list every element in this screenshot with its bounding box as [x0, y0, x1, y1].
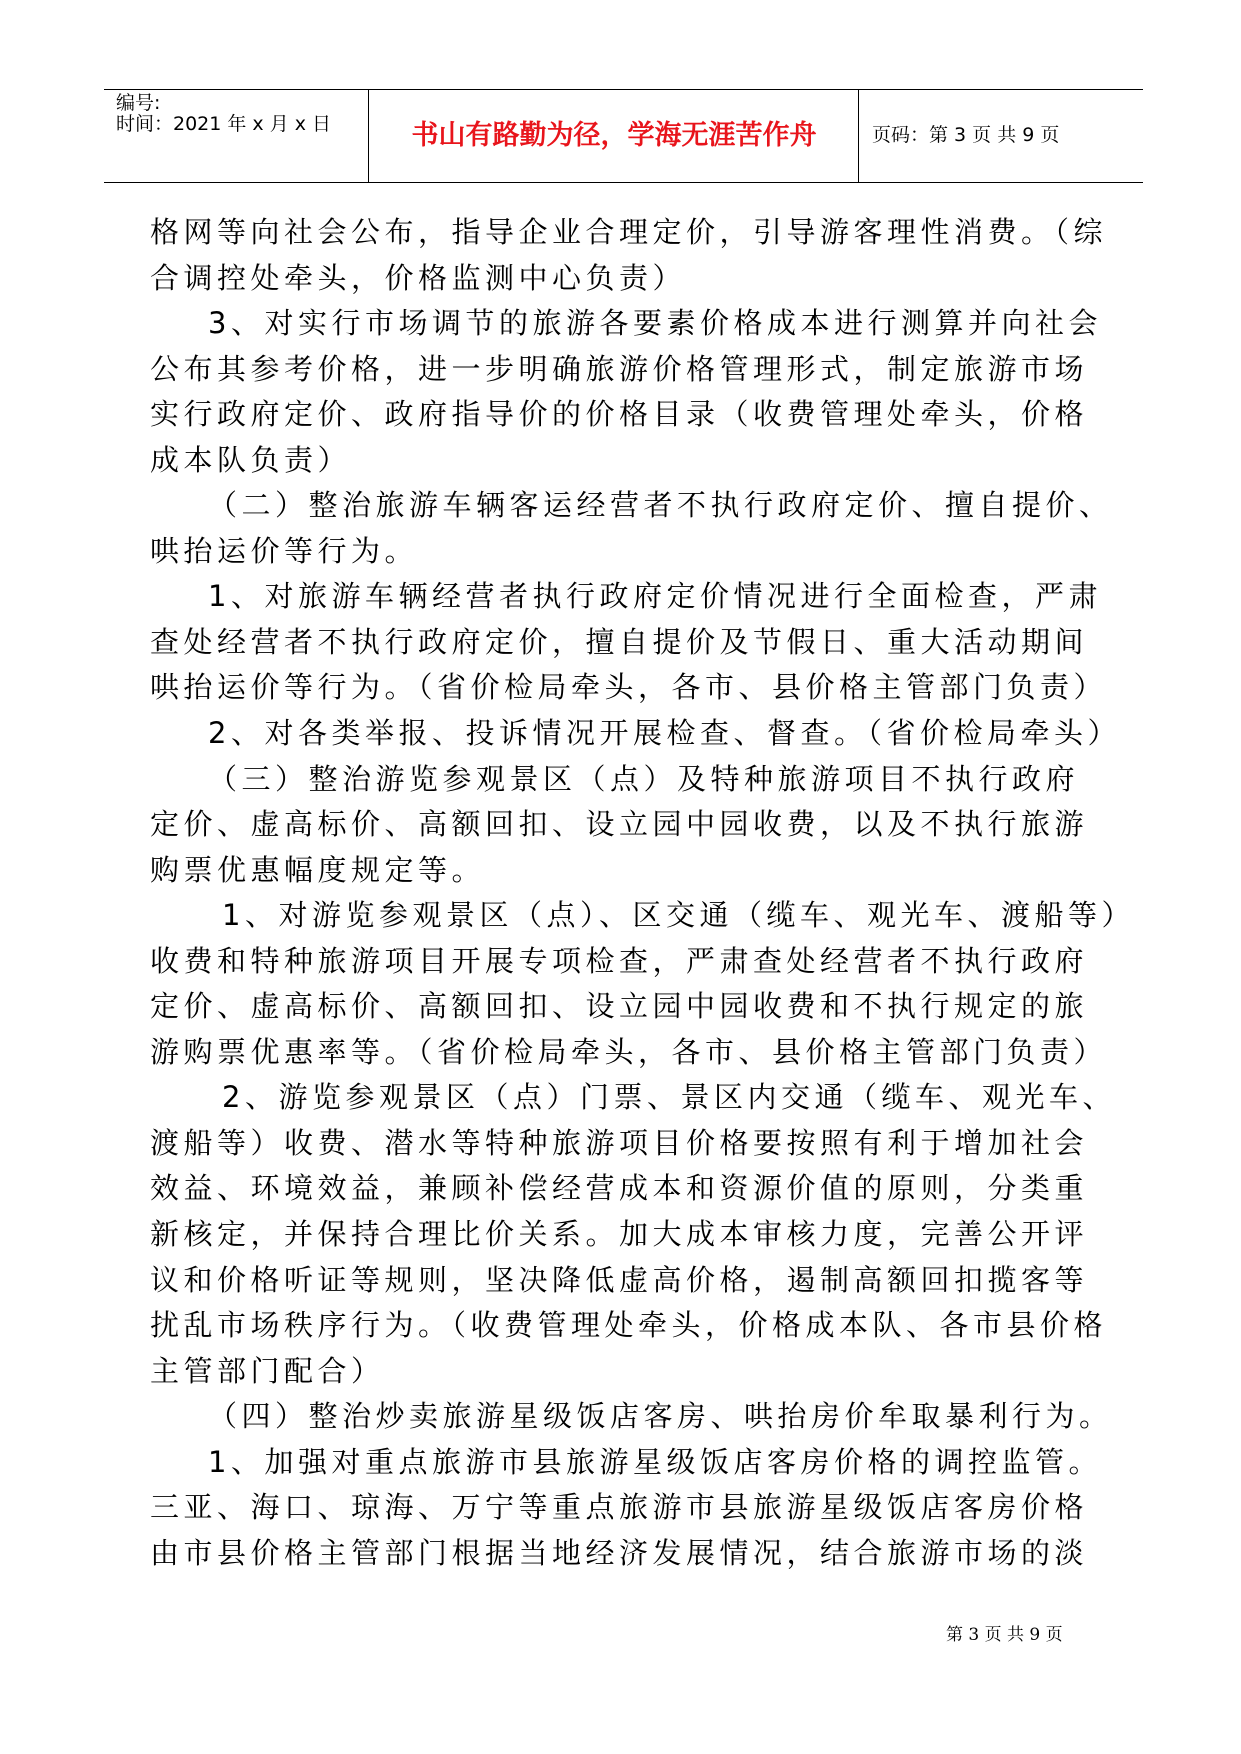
text-line: 1、加强对重点旅游市县旅游星级饭店客房价格的调控监管。	[208, 1444, 1102, 1479]
text-line: 实行政府定价、政府指导价的价格目录（收费管理处牵头，价格	[150, 397, 1089, 432]
document-header	[104, 89, 1143, 183]
text-line: 查处经营者不执行政府定价，擅自提价及节假日、重大活动期间	[150, 624, 1089, 659]
text-line: 扰乱市场秩序行为。（收费管理处牵头，价格成本队、各市县价格	[150, 1308, 1108, 1343]
text-line: 渡船等）收费、潜水等特种旅游项目价格要按照有利于增加社会	[150, 1125, 1089, 1160]
text-line: 主管部门配合）	[150, 1353, 385, 1388]
text-line: 定价、虚高标价、高额回扣、设立园中园收费和不执行规定的旅	[150, 989, 1089, 1024]
text-line: 三亚、海口、琼海、万宁等重点旅游市县旅游星级饭店客房价格	[150, 1490, 1089, 1525]
text-line: 2、对各类举报、投诉情况开展检查、督查。（省价检局牵头）	[208, 716, 1121, 751]
text-line: 哄抬运价等行为。	[150, 533, 419, 568]
text-line: 格网等向社会公布，指导企业合理定价，引导游客理性消费。（综	[150, 215, 1108, 249]
text-line: 哄抬运价等行为。（省价检局牵头，各市、县价格主管部门负责）	[150, 670, 1108, 705]
page-footer: 第 3 页 共 9 页	[946, 1625, 1063, 1645]
text-line: 合调控处牵头，价格监测中心负责）	[150, 260, 687, 295]
text-line: 2、游览参观景区（点）门票、景区内交通（缆车、观光车、	[222, 1080, 1116, 1115]
text-line: 收费和特种旅游项目开展专项检查，严肃查处经营者不执行政府	[150, 943, 1089, 978]
section-heading: （二）整治旅游车辆客运经营者不执行政府定价、擅自提价、	[208, 488, 1113, 523]
section-heading: （三）整治游览参观景区（点）及特种旅游项目不执行政府	[208, 761, 1080, 796]
text-line: 成本队负责）	[150, 442, 352, 477]
text-line: 游购票优惠率等。（省价检局牵头，各市、县价格主管部门负责）	[150, 1034, 1108, 1069]
document-time-label: 时间：2021 年 x 月 x 日	[116, 113, 332, 135]
text-line: 1、对游览参观景区（点）、区交通（缆车、观光车、渡船等）	[222, 898, 1135, 933]
section-heading: （四）整治炒卖旅游星级饭店客房、哄抬房价牟取暴利行为。	[208, 1399, 1113, 1434]
text-line: 公布其参考价格，进一步明确旅游价格管理形式，制定旅游市场	[150, 351, 1089, 386]
text-line: 新核定，并保持合理比价关系。加大成本审核力度，完善公开评	[150, 1217, 1089, 1252]
header-page-cell	[860, 90, 1143, 182]
text-line: 定价、虚高标价、高额回扣、设立园中园收费，以及不执行旅游	[150, 807, 1089, 842]
text-line: 3、对实行市场调节的旅游各要素价格成本进行测算并向社会	[208, 306, 1102, 341]
text-line: 效益、环境效益，兼顾补偿经营成本和资源价值的原则，分类重	[150, 1171, 1089, 1206]
header-motto: 书山有路勤为径，学海无涯苦作舟	[411, 120, 817, 151]
header-info-cell	[104, 90, 369, 182]
text-line: 由市县价格主管部门根据当地经济发展情况，结合旅游市场的淡	[150, 1535, 1089, 1570]
text-line: 购票优惠幅度规定等。	[150, 852, 486, 887]
document-number-label: 编号:	[116, 92, 161, 114]
header-motto-cell	[370, 90, 859, 182]
text-line: 议和价格听证等规则，坚决降低虚高价格，遏制高额回扣揽客等	[150, 1262, 1089, 1297]
text-line: 1、对旅游车辆经营者执行政府定价情况进行全面检查，严肃	[208, 579, 1102, 614]
document-body	[150, 210, 1135, 1576]
header-page-code: 页码：第 3 页 共 9 页	[872, 124, 1060, 146]
